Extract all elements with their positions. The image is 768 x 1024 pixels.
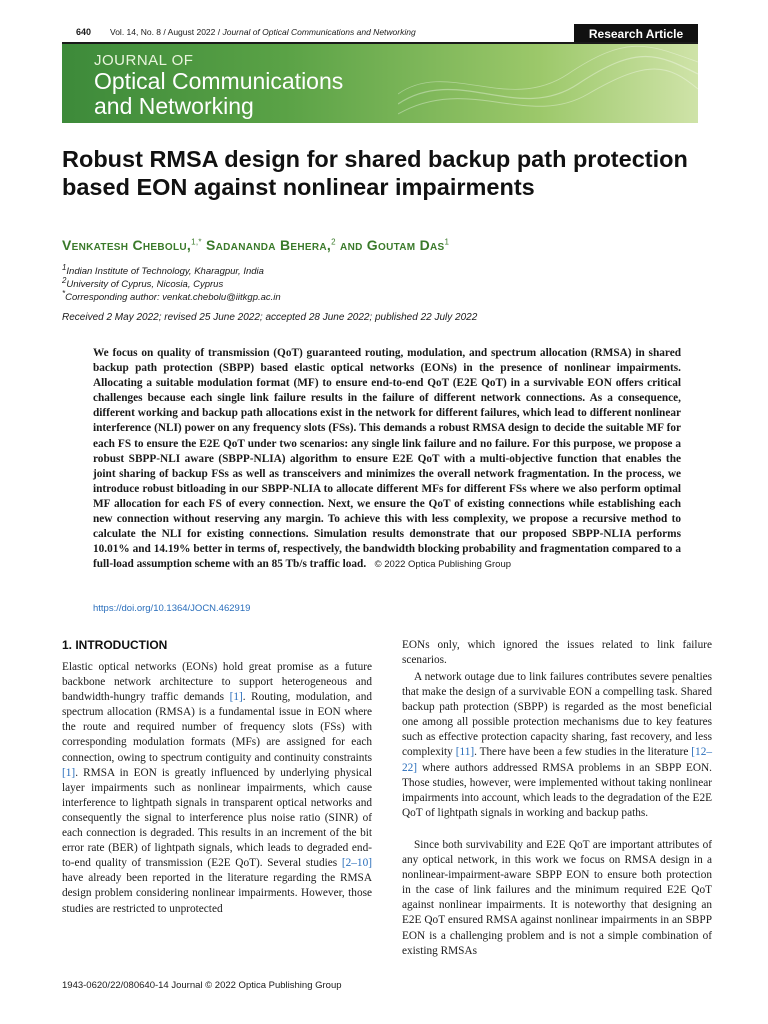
body-text: Elastic optical networks (EONs) hold great promise as a future backbone network architecture to support heterogeneous and bandwidth-hungry traffic demands [62,661,372,704]
journal-name-line1: JOURNAL OF [94,52,194,69]
author-affiliation-mark: 2 [331,237,336,247]
citation-link[interactable]: [2–10] [341,857,372,870]
citation-link[interactable]: [1] [62,766,76,779]
body-text: A network outage due to link failures contributes severe penalties that make the design of a survivable EON a compelling task. Shared backup path protection (SBPP) is regarded as the most beneficial one among all possible protection mechanisms due to key features such as effective protection capacity sharing, fast recovery, and less complexity [402,671,712,759]
journal-name-line3: and Networking [94,93,254,119]
running-head-journal: Journal of Optical Communications and Networking [222,27,416,37]
affiliation-text: University of Cyprus, Nicosia, Cyprus [66,279,224,291]
page-number: 640 [76,27,92,37]
author-name: and Goutam Das [335,237,445,253]
intro-right-paragraph-3: Since both survivability and E2E QoT are important attributes of any optical network, in this work we focus on RMSA design in a nonlinear-impairment-aware SBPP EON to ensure both protection in the case of link failures and the minimum required E2E QoT against nonlinear impairments. It is noteworthy that designing an E2E QoT ensured RMSA against nonlinear impairments in an SBPP EON is a challenging problem and is not a simple combination of existing RMSAs [402,839,712,957]
affiliation-mark: 2 [62,276,67,285]
abstract-text: We focus on quality of transmission (QoT) guaranteed routing, modulation, and spectrum allocation (RMSA) in shared backup path protection (SBPP) based elastic optical networks (EONs) in the presence of nonlinear impairments. Allocating a suitable modulation format (MF) to ensure end-to-end QoT (E2E QoT) in a survivable EON offers critical challenges because each single link failure results in the failure of different network connections. As a consequence, different working and backup path allocations exist in the network for different failures, which lead to different nonlinear interference (NLI) power on any frequency slots (FSs). This demands a robust RMSA design to decide the suitable MF for each FS to ensure the E2E QoT under two scenarios: any single link failure and no failure. For this purpose, we propose a robust SBPP-NLI aware (SBPP-NLIA) algorithm to ensure E2E QoT with a multi-objective function that enables the joint sharing of backup FSs as well as transceivers and minimizes the overall network fragmentation. In the process, we introduce robust bitloading in our SBPP-NLIA to allocate different MFs for different FSs where we also perform optimal MF allocation for each FS of every connection. Next, we ensure the QoT of existing connections while establishing each new connection without reserving any margin. To achieve this with less complexity, we propose a recursive method to calculate the NLI for existing connections. Simulation results demonstrate that our proposed SBPP-NLIA performs 10.01% and 14.19% better in terms of, respectively, the bandwidth blocking probability and fragmentation compared to a full-load assumption scheme with an 85 Tb/s traffic load. [93,347,681,571]
intro-right-paragraph-1: EONs only, which ignored the issues related to link failure scenarios. [402,639,712,667]
abstract [93,346,681,572]
author-list [62,237,702,253]
body-text: have already been reported in the literature regarding the RMSA design problem considering nonlinear impairments. However, those studies are restricted to unprotected [62,872,372,915]
affiliation-text: Indian Institute of Technology, Kharagpur, India [66,266,264,278]
author-name: Venkatesh Chebolu, [62,237,192,253]
author-name: Sadananda Behera, [201,237,332,253]
journal-banner [62,44,698,123]
author-affiliation-mark: 1 [444,237,450,247]
running-head-issue: Vol. 14, No. 8 / August 2022 / [110,27,223,37]
citation-link[interactable]: [11] [455,746,475,759]
page-header [0,0,768,120]
page-footer: 1943-0620/22/080640-14 Journal © 2022 Optica Publishing Group [62,980,342,991]
paper-title: Robust RMSA design for shared backup path protection based EON against nonlinear impairments [62,146,688,200]
article-type-badge: Research Article [574,24,698,44]
running-head [110,27,416,37]
intro-left-column [62,660,372,917]
body-text: . Routing, modulation, and spectrum allocation (RMSA) is a fundamental issue in EON where the route and required number of frequency slots (FSs) with corresponding modulation formats (MFs) are assigned for each connection, owing to spectrum contiguity and continuity constraints [62,691,372,764]
citation-link[interactable]: [12–22] [402,746,712,774]
author-affiliation-mark: 1,* [191,237,202,247]
section-heading: 1. INTRODUCTION [62,638,168,652]
affiliation [62,288,702,304]
doi-link[interactable]: https://doi.org/10.1364/JOCN.462919 [93,603,251,614]
intro-right-paragraph-2 [402,670,712,821]
journal-name-line2: Optical Communications [94,68,344,94]
affiliation-mark: * [62,289,66,298]
body-text: where authors addressed RMSA problems in an SBPP EON. Those studies, however, were implemented without taking nonlinear impairments into account, which leads to the degradation of the E2E QoT of lightpath signals in working and backup paths. [402,761,712,819]
copyright-notice: © 2022 Optica Publishing Group [374,559,512,571]
banner-wave-decoration [398,44,698,123]
corresponding-author-email: Corresponding author: venkat.chebolu@iitkgp.ac.in [65,292,281,304]
body-text: . RMSA in EON is greatly influenced by underlying physical layer impairments such as nonlinear impairments, which cause interference to lightpath signals in transparent optical networks and consequently the signal to interference plus noise ratio (SINR) of each connection is degraded. This results in an increment of the bit error rate (BER) of lightpath signals, which leads to degraded end-to-end quality of transmission (E2E QoT). Several studies [62,766,372,870]
affiliation-mark: 1 [62,263,67,272]
publication-dates: Received 2 May 2022; revised 25 June 2022; accepted 28 June 2022; published 22 July 2022 [62,312,478,323]
citation-link[interactable]: [1] [229,691,243,704]
body-text: . There have been a few studies in the literature [474,746,692,759]
